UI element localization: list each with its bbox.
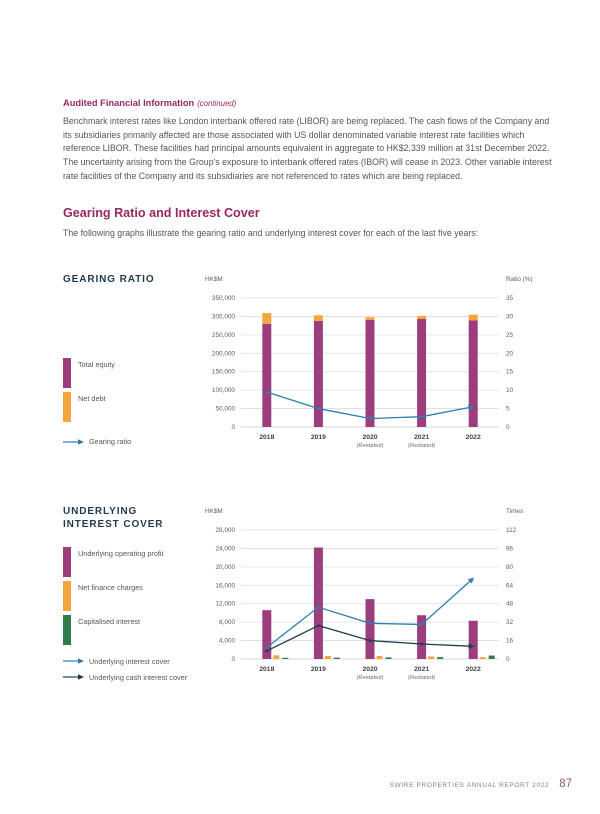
- legend-item-total-equity: [63, 358, 195, 388]
- svg-text:2019: 2019: [310, 665, 326, 673]
- svg-text:4,000: 4,000: [219, 637, 235, 645]
- svg-text:HK$M: HK$M: [205, 507, 223, 515]
- svg-text:16: 16: [506, 637, 514, 645]
- legend-label-underlying-cash-interest-cover: Underlying cash interest cover: [89, 672, 188, 682]
- line-arrow-icon: [63, 657, 85, 665]
- page-number: 87: [559, 778, 572, 790]
- legend-label-capitalised-interest: Capitalised interest: [78, 616, 141, 626]
- svg-text:28,000: 28,000: [215, 526, 235, 534]
- legend-item-underlying-operating-profit: [63, 547, 195, 577]
- heading-description: The following graphs illustrate the gearing ratio and underlying interest cover for each of the last five years:: [63, 227, 479, 238]
- svg-text:(Restated): (Restated): [408, 442, 436, 449]
- svg-text:2018: 2018: [259, 665, 275, 673]
- svg-text:32: 32: [506, 618, 514, 626]
- svg-text:150,000: 150,000: [211, 368, 235, 376]
- svg-text:2020: 2020: [362, 433, 378, 441]
- legend-item-underlying-cash-interest-cover: [63, 672, 195, 683]
- svg-text:250,000: 250,000: [211, 331, 235, 339]
- svg-text:5: 5: [506, 405, 510, 413]
- gearing-ratio-chart: [195, 267, 555, 457]
- capitalised-interest-swatch: [63, 615, 71, 645]
- svg-text:64: 64: [506, 581, 514, 589]
- svg-text:96: 96: [506, 544, 514, 552]
- bars: [262, 313, 477, 427]
- legend-item-net-debt: [63, 392, 195, 422]
- line-arrow-icon: [63, 438, 85, 446]
- svg-text:(Restated): (Restated): [408, 674, 436, 681]
- svg-text:0: 0: [506, 655, 510, 663]
- svg-text:(Restated): (Restated): [356, 674, 384, 681]
- svg-text:35: 35: [506, 294, 514, 302]
- svg-text:2021: 2021: [414, 665, 430, 673]
- gearing-ratio-section: [63, 267, 553, 457]
- svg-text:HK$M: HK$M: [205, 275, 223, 283]
- legend-label-net-debt: Net debt: [78, 394, 106, 404]
- interest-cover-legend: [63, 499, 195, 689]
- svg-text:0: 0: [231, 423, 235, 431]
- svg-text:2020: 2020: [362, 665, 378, 673]
- svg-text:2022: 2022: [465, 433, 481, 441]
- svg-text:80: 80: [506, 563, 514, 571]
- legend-label-gearing-ratio: Gearing ratio: [89, 437, 132, 447]
- net-finance-charges-swatch: [63, 581, 71, 611]
- legend-label-underlying-operating-profit: Underlying operating profit: [78, 548, 164, 558]
- svg-text:8,000: 8,000: [219, 618, 235, 626]
- legend-label-underlying-interest-cover: Underlying interest cover: [89, 656, 170, 666]
- interest-cover-chart-title: UNDERLYING INTEREST COVER: [63, 505, 164, 531]
- underlying-interest-cover-section: [63, 499, 553, 689]
- svg-text:16,000: 16,000: [215, 581, 235, 589]
- page-heading: Gearing Ratio and Interest Cover: [63, 205, 260, 220]
- svg-text:112: 112: [506, 526, 517, 534]
- svg-text:300,000: 300,000: [211, 312, 235, 320]
- svg-text:100,000: 100,000: [211, 386, 235, 394]
- category-labels: [259, 666, 481, 681]
- intro-paragraph: Benchmark interest rates like London interbank offered rate (LIBOR) are being replaced. The cash flows of the Company and its subsidiaries primarily affected are those associated with US dollar denominated variable interest rate facilities which reference LIBOR. These facilities had principal amounts equivalent in aggregate to HK$2,339 million at 31st December 2022. The uncertainty arising from the Group's exposure to interbank offered rates (IBOR) will cease in 2023. Other variable interest rate facilities of the Company and its subsidiaries are not referenced to rates which are being replaced.: [63, 116, 552, 181]
- legend-item-capitalised-interest: [63, 615, 195, 645]
- net-debt-swatch: [63, 392, 71, 422]
- svg-text:20: 20: [506, 349, 514, 357]
- svg-text:0: 0: [506, 423, 510, 431]
- svg-text:30: 30: [506, 312, 514, 320]
- footer-report-title: SWIRE PROPERTIES ANNUAL REPORT 2022: [389, 782, 550, 789]
- section-title-continued: (continued): [197, 99, 237, 108]
- category-labels: [259, 434, 481, 449]
- svg-text:15: 15: [506, 368, 514, 376]
- svg-text:50,000: 50,000: [215, 405, 235, 413]
- svg-text:25: 25: [506, 331, 514, 339]
- svg-text:10: 10: [506, 386, 514, 394]
- svg-text:20,000: 20,000: [215, 563, 235, 571]
- legend-item-net-finance-charges: [63, 581, 195, 611]
- svg-text:Times: Times: [506, 507, 524, 515]
- legend-label-net-finance-charges: Net finance charges: [78, 582, 143, 592]
- page-footer: [390, 778, 572, 790]
- svg-text:2022: 2022: [465, 665, 481, 673]
- underlying-operating-profit-swatch: [63, 547, 71, 577]
- svg-text:2021: 2021: [414, 433, 430, 441]
- svg-text:24,000: 24,000: [215, 544, 235, 552]
- svg-text:(Restated): (Restated): [356, 442, 384, 449]
- gearing-ratio-chart-title: GEARING RATIO: [63, 273, 155, 285]
- svg-text:350,000: 350,000: [211, 294, 235, 302]
- underlying-interest-cover-chart: [195, 499, 555, 689]
- interest-cover-chart-area: [195, 499, 555, 689]
- legend-item-underlying-interest-cover: [63, 656, 195, 667]
- svg-text:2019: 2019: [310, 433, 326, 441]
- svg-text:200,000: 200,000: [211, 349, 235, 357]
- section-header: [63, 97, 553, 110]
- svg-text:2018: 2018: [259, 433, 275, 441]
- bars: [262, 547, 494, 658]
- legend-label-total-equity: Total equity: [78, 360, 115, 370]
- gearing-ratio-legend: [63, 267, 195, 457]
- svg-text:Ratio (%): Ratio (%): [506, 275, 533, 283]
- svg-text:0: 0: [231, 655, 235, 663]
- svg-text:48: 48: [506, 600, 514, 608]
- line-arrow-icon: [63, 673, 85, 681]
- total-equity-swatch: [63, 358, 71, 388]
- legend-item-gearing-ratio: [63, 436, 195, 447]
- section-title: Audited Financial Information: [63, 98, 195, 108]
- gearing-ratio-chart-area: [195, 267, 555, 457]
- svg-text:12,000: 12,000: [215, 600, 235, 608]
